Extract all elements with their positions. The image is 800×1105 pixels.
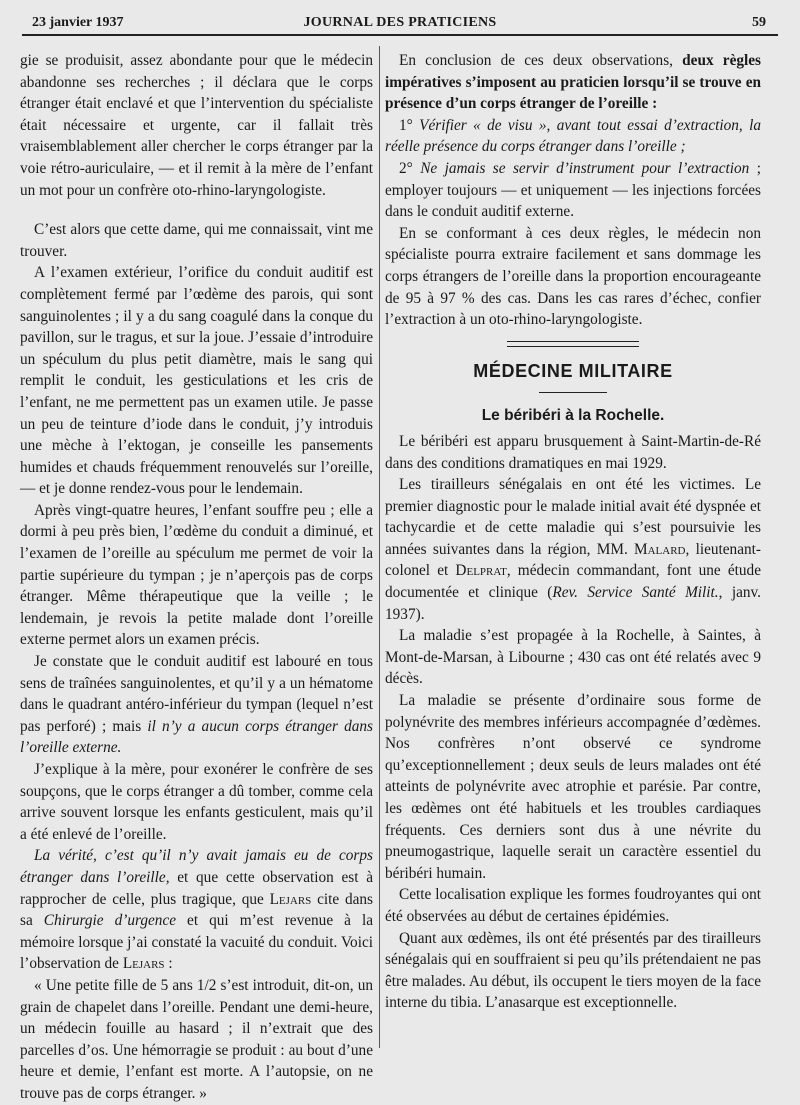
rule-two: 2° Ne jamais se servir d’instrument pour l’extraction ; employer toujours — et uniquement — les injections forcées dans le conduit auditif externe. [385, 159, 762, 221]
journal-citation: Rev. Service Santé Milit. [552, 584, 719, 602]
paragraph: C’est alors que cette dame, qui me connaissait, vint me trouver. [20, 221, 373, 260]
paragraph: Le béribéri est apparu brusquement à Saint-Martin-de-Ré dans des conditions dramatiques en mai 1929. [385, 432, 761, 472]
paragraph: A l’examen extérieur, l’orifice du conduit auditif est complètement fermé par l’œdème des parois, qui sont sanguinolentes ; il y a du sang coagulé dans la conque du pavillon, sur le tragus, et sur la joue. J’essaie d’introduire un spéculum du plus petit diamètre, mais le sang qui remplit le conduit, les gesticulations et les cris de l’enfant, ne me permettent pas un examen utile. Je passe un peu de teinture d’iode dans le conduit, j’y introduis une mèche à l’ektogan, je conseille les pansements humides et chauds fréquemment renouvelés sur l’oreille, — et je donne rendez-vous pour le lendemain. [20, 264, 373, 498]
double-rule [507, 341, 639, 347]
paragraph: En conclusion de ces deux observations, deux règles impératives s’imposent au praticien lorsqu’il se trouve en présence d’un corps étranger de l’oreille : [385, 52, 762, 113]
italic-text: Vérifier « de visu », avant tout essai d’extraction, la réelle présence du corps étranger dans l’oreille ; [385, 116, 761, 156]
page-header [22, 12, 778, 36]
paragraph-gap [20, 201, 373, 219]
single-rule [539, 392, 607, 393]
quotation: « Une petite fille de 5 ans 1/2 s’est introduit, dit-on, un grain de chapelet dans l’oreille. Pendant une demi-heure, un médecin fouille au hasard ; il n’extrait que des parcelles d’os. Une hémorragie se produit : au bout d’une heure et demie, l’enfant est morte. A l’autopsie, on ne trouve pas de corps étranger. » [20, 976, 373, 1102]
left-column [20, 50, 373, 1105]
rule-one: 1° Vérifier « de visu », avant tout essai d’extraction, la réelle présence du corps étranger dans l’oreille ; [385, 116, 761, 156]
italic-text: il n’y a aucun corps étranger dans l’oreille externe. [20, 717, 373, 757]
paragraph: En se conformant à ces deux règles, le médecin non spécialiste pourra extraire facilement et sans dommage les corps étrangers de l’oreille dans la proportion encourageante de 95 à 97 % des cas. Dans les cas rares d’échec, confier l’extraction à un oto-rhino-laryngologiste. [385, 224, 761, 329]
paragraph: Après vingt-quatre heures, l’enfant souffre peu ; elle a dormi à peu près bien, l’œdème du conduit a diminué, et l’examen de l’oreille au spéculum me permet de voir la partie supérieure du tympan ; je n’aperçois pas de corps étranger. Même thérapeutique que la veille ; le lendemain, je revois la petite malade dont l’oreille externe permet alors un examen précis. [20, 501, 373, 649]
page-number: 59 [752, 15, 766, 30]
paragraph-continued: gie se produisit, assez abondante pour que le médecin abandonne ses recherches ; il déclara que le corps étranger était enclavé et que l’intervention du spécialiste était nécessaire et urgente, car il fallait très vraisemblablement aller chercher le corps étranger par la voie rétro-auriculaire, — et il remit à la mère de l’enfant un mot pour un confrère oto-rhino-laryngologiste. [20, 52, 373, 199]
article-title: Le béribéri à la Rochelle. [481, 407, 665, 425]
paragraph: Quant aux œdèmes, ils ont été présentés par des tirailleurs sénégalais qui en souffraient si peu qu’ils prétendaient ne pas être malades. Au début, ils occupent le tiers moyen de la face interne du tibia. L’anasarque est exceptionnelle. [385, 929, 761, 1012]
journal-title: JOURNAL DES PRATICIENS [303, 15, 497, 30]
paragraph: Je constate que le conduit auditif est labouré en tous sens de traînées sanguinolentes, et qu’il y a un hématome dans le quadrant antéro-inférieur du tympan (lequel n’est pas perforé) ; mais il n’y a aucun corps étranger dans l’oreille externe. [20, 653, 373, 757]
paragraph: La vérité, c’est qu’il n’y avait jamais eu de corps étranger dans l’oreille, et que cette observation est à rapprocher de celle, plus tragique, que Lejars cite dans sa Chirurgie d’urgence et qui m’est revenue à la mémoire lorsque j’ai constaté la vacuité du conduit. Voici l’observation de Lejars : [20, 847, 373, 973]
column-divider [379, 46, 380, 1048]
paragraph: La maladie se présente d’ordinaire sous forme de polynévrite des membres inférieurs accompagnée d’œdèmes. Nos confrères n’ont observé ce syndrome qu’exceptionnellement ; deux seuls de leurs malades ont été atteints de polynévrite avec atrophie et parésie. Par contre, les œdèmes ont été habituels et les troubles cardiaques fréquents. Ces derniers sont dus à une névrite du pneumogastrique, laquelle serait un caractère essentiel du béribéri humain. [385, 692, 761, 882]
paragraph: J’explique à la mère, pour exonérer le confrère de ses soupçons, que le corps étranger a dû tomber, comme cela arrive souvent lorsque les enfants gesticulent, mais qu’il a été enlevé de l’oreille. [20, 761, 373, 843]
header-date: 23 janvier 1937 [32, 15, 124, 30]
italic-text: Ne jamais se servir d’instrument pour l’extraction [420, 159, 750, 177]
paragraph: Les tirailleurs sénégalais en ont été les victimes. Le premier diagnostic pour le malade initial avait été dyspnée et tachycardie et de cette maladie qui s’est poursuivie les années suivantes dans la région, MM. Malard, lieutenant-colonel et Delprat, médecin commandant, font une étude documentée et clinique (Rev. Service Santé Milit., janv. 1937). [385, 476, 761, 623]
paragraph: Cette localisation explique les formes foudroyantes qui ont été observées au début de certaines épidémies. [385, 886, 761, 925]
paragraph: La maladie s’est propagée à la Rochelle, à Saintes, à Mont-de-Marsan, à Libourne ; 430 cas ont été relatés avec 9 décès. [385, 627, 761, 688]
author-name: Delprat [455, 562, 507, 580]
author-name: Lejars [122, 955, 165, 973]
book-title: Chirurgie d’urgence [43, 912, 177, 930]
bold-text: deux règles impératives s’imposent au praticien lorsqu’il se trouve en présence d’un corps étranger de l’oreille : [385, 52, 762, 113]
right-column [385, 50, 761, 1014]
section-title: MÉDECINE MILITAIRE [473, 360, 673, 381]
author-name: Malard [634, 540, 686, 558]
author-name: Lejars [269, 890, 312, 908]
italic-text: La vérité, c’est qu’il n’y avait jamais eu de corps étranger dans l’oreille, [20, 847, 373, 886]
